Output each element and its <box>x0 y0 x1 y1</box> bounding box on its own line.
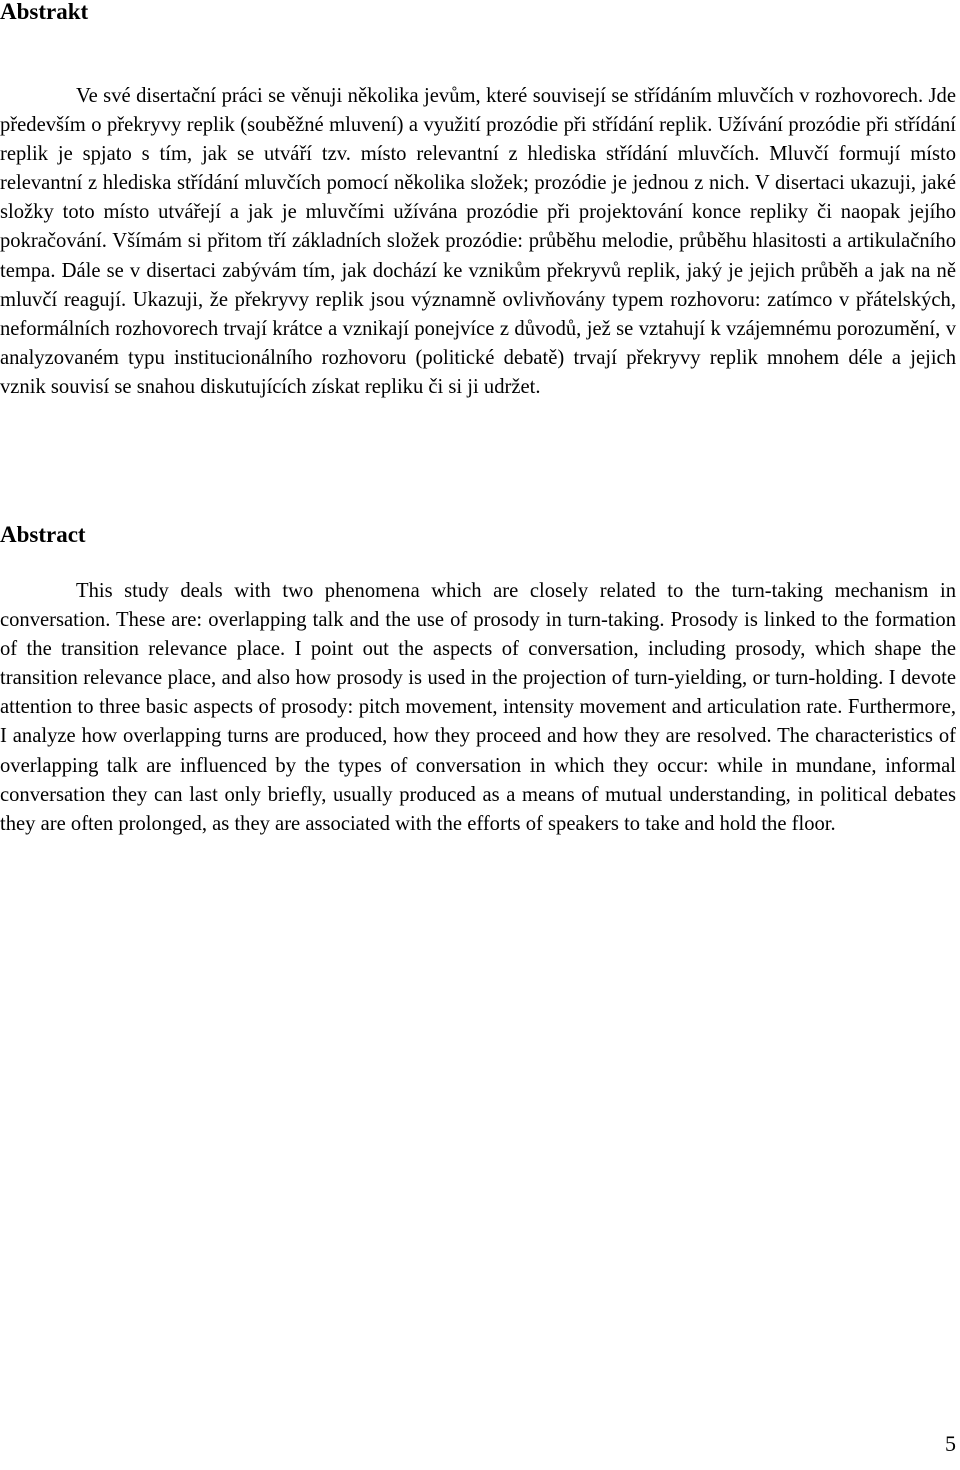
english-abstract-body: This study deals with two phenomena which are closely related to the turn-taking mechanism in conversation. These are: overlapping talk and the use of prosody in turn-taking. Prosody is linked to the formation of the transition relevance place. I point out the aspects of conversation, including prosody, which shape the transition relevance place, and also how prosody is used in the projection of turn-yielding, or turn-holding. I devote attention to three basic aspects of prosody: pitch movement, intensity movement and articulation rate. Furthermore, I analyze how overlapping turns are produced, how they proceed and how they are resolved. The characteristics of overlapping talk are influenced by the types of conversation in which they occur: while in mundane, informal conversation they can last only briefly, usually produced as a means of mutual understanding, in political debates they are often prolonged, as they are associated with the efforts of speakers to take and hold the floor. <box>0 580 956 835</box>
czech-abstract-body: Ve své disertační práci se věnuji několika jevům, které souvisejí se střídáním mluvčích v rozhovorech. Jde především o překryvy replik (souběžné mluvení) a využití prozódie při střídání replik. Užívání prozódie při střídání replik je spjato s tím, jak se utváří tzv. místo relevantní z hlediska střídání mluvčích. Mluvčí formují místo relevantní z hlediska střídání mluvčích pomocí několika složek; prozódie je jednou z nich. V disertaci ukazuji, jaké složky toto místo utvářejí a jak je mluvčími užívána prozódie při projektování konce repliky či naopak jejího pokračování. Všímám si přitom tří základních složek prozódie: průběhu melodie, průběhu hlasitosti a artikulačního tempa. Dále se v disertaci zabývám tím, jak dochází ke vznikům překryvů replik, jaký je jejich průběh a jak na ně mluvčí reagují. Ukazuji, že překryvy replik jsou významně ovlivňovány typem rozhovoru: zatímco v přátelských, neformálních rozhovorech trvají krátce a vznikají ponejvíce z důvodů, jež se vztahují k vzájemnému porozumění, v analyzovaném typu institucionálního rozhovoru (politické debatě) trvají překryvy replik mnohem déle a jejich vznik souvisí se snahou diskutujících získat repliku či si ji udržet. <box>0 85 956 398</box>
english-abstract-heading: Abstract <box>0 522 86 547</box>
page-number: 5 <box>945 1431 956 1456</box>
czech-abstract-heading: Abstrakt <box>0 0 89 24</box>
